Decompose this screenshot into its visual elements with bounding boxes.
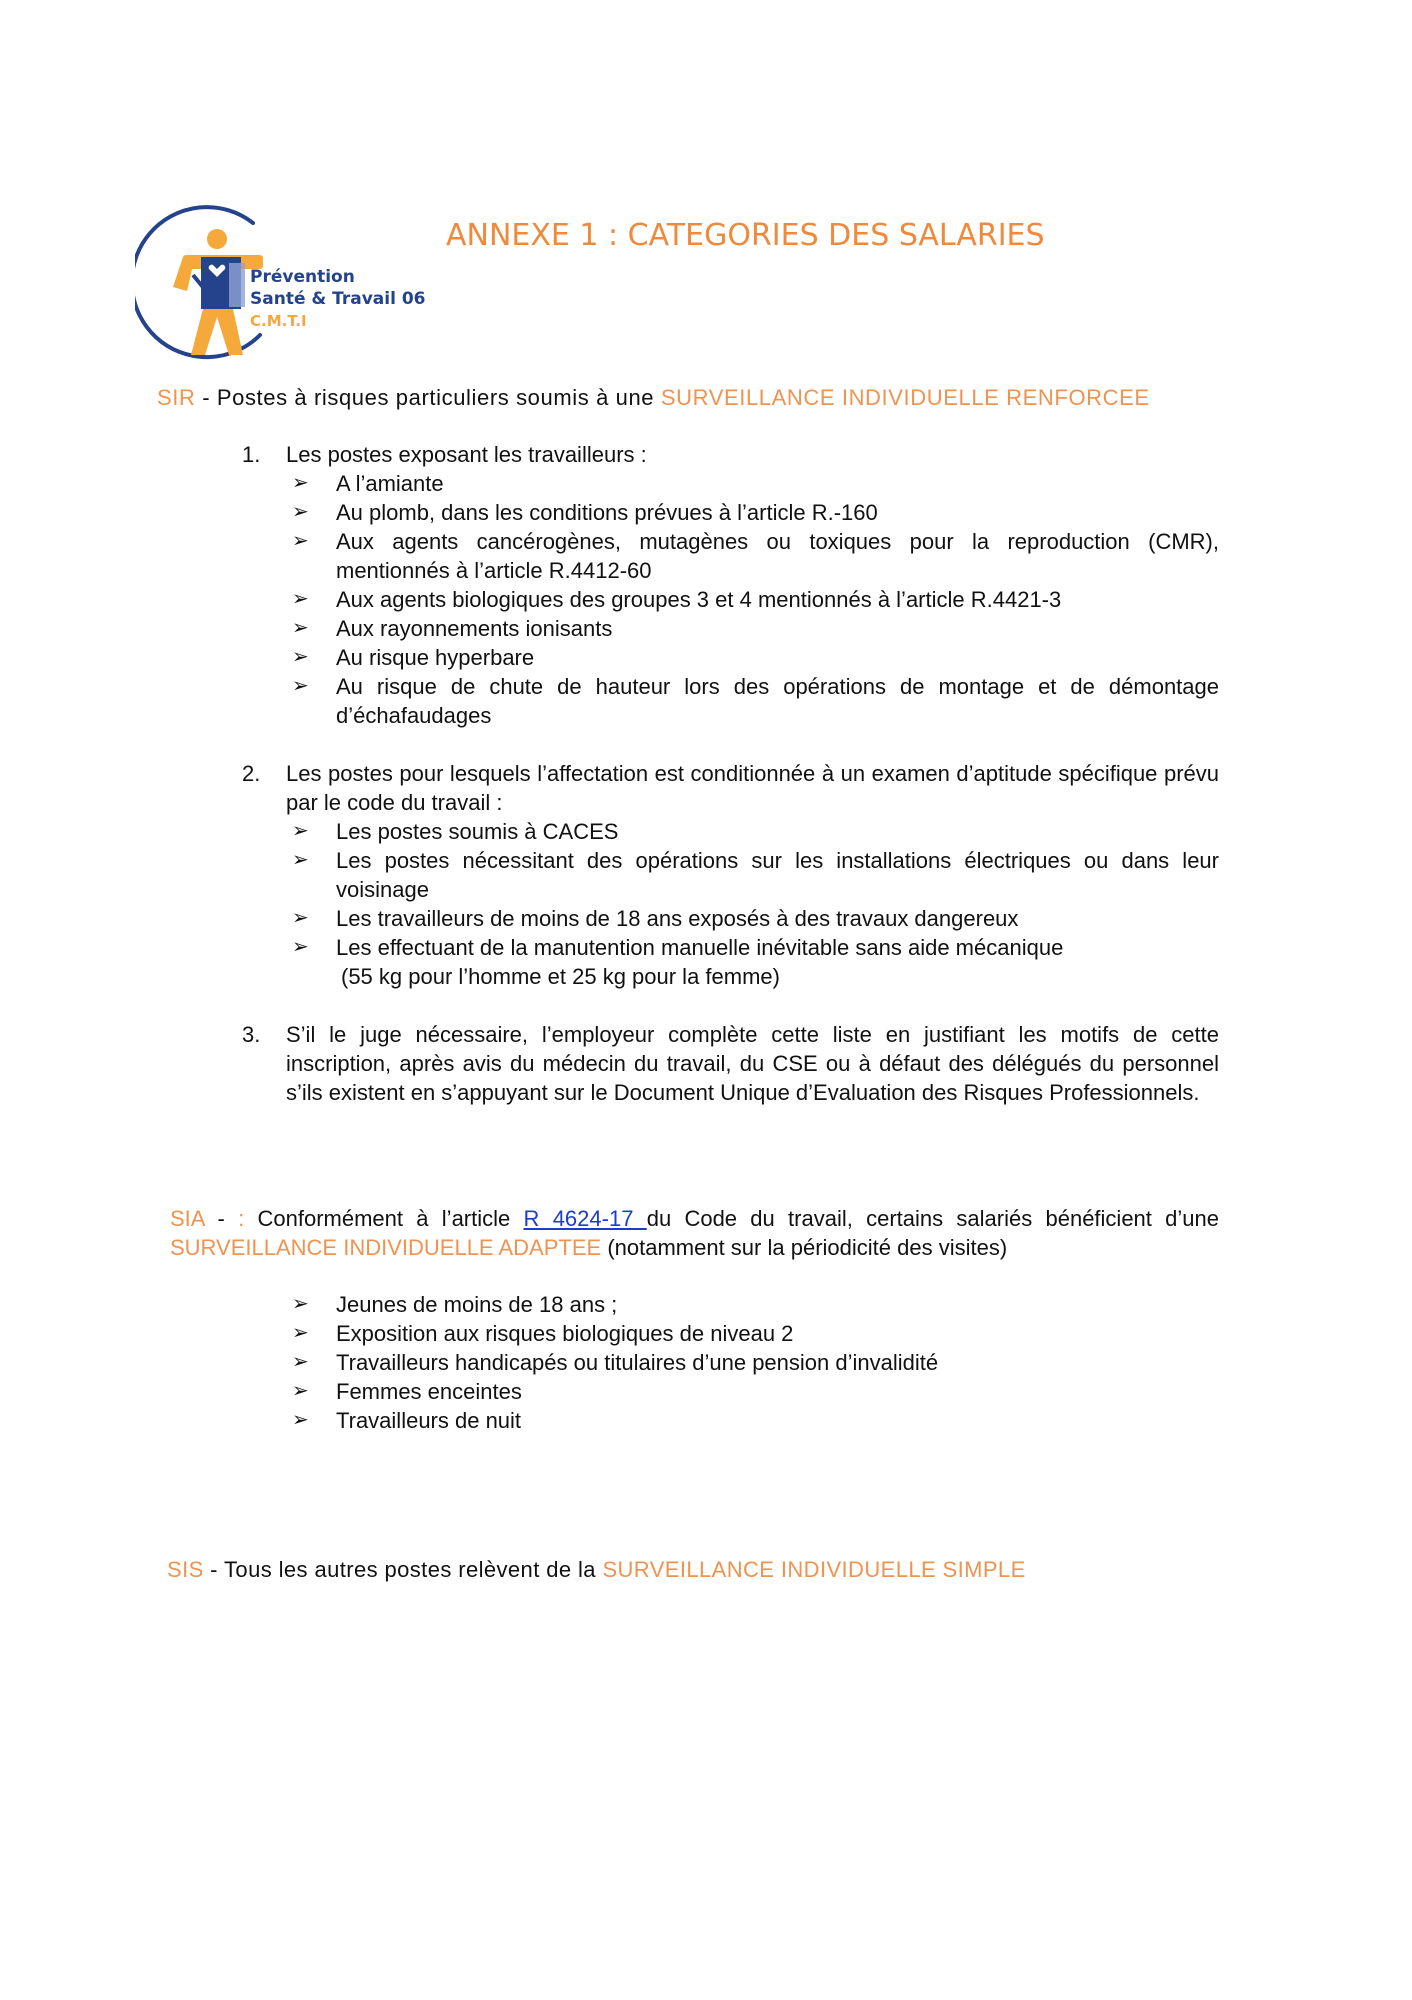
list-item: ➢ Au plomb, dans les conditions prévues à l’article R.-160: [292, 500, 878, 525]
sir-item-1: [242, 440, 1219, 730]
list-item: ➢ A l’amiante: [292, 471, 444, 496]
arrow-bullet-icon: ➢: [292, 936, 309, 958]
list-item: ➢ Jeunes de moins de 18 ans ;: [292, 1292, 618, 1317]
item-number: 3.: [242, 1022, 261, 1047]
sia-bullet-list: [286, 1290, 1186, 1435]
weight-note: (55 kg pour l’homme et 25 kg pour la femme): [341, 964, 780, 989]
arrow-bullet-icon: ➢: [292, 617, 309, 639]
article-link[interactable]: R 4624-17: [523, 1206, 647, 1231]
sis-code: SIS: [167, 1557, 204, 1582]
sia-code: SIA: [170, 1206, 205, 1231]
item-text: S’il le juge nécessaire, l’employeur complète cette liste en justifiant les motifs de cette inscription, après avis du médecin du travail, du CSE ou à défaut des délégués du personnel s’ils existent en s’appuyant sur le Document Unique d’Evaluation des Risques Professionnels.: [286, 1022, 1219, 1105]
logo-line-2: Santé & Travail 06: [250, 289, 426, 309]
arrow-bullet-icon: ➢: [292, 588, 309, 610]
arrow-bullet-icon: ➢: [292, 530, 309, 552]
item-number: 2.: [242, 761, 261, 786]
list-item: ➢ Exposition aux risques biologiques de niveau 2: [292, 1321, 794, 1346]
list-item: ➢ Les postes nécessitant des opérations sur les installations électriques ou dans leur voisinage: [292, 848, 1219, 902]
arrow-bullet-icon: ➢: [292, 1351, 309, 1373]
list-item: ➢ Les effectuant de la manutention manuelle inévitable sans aide mécanique: [292, 935, 1064, 960]
arrow-bullet-icon: ➢: [292, 907, 309, 929]
arrow-bullet-icon: ➢: [292, 646, 309, 668]
sir-highlight: SURVEILLANCE INDIVIDUELLE RENFORCEE: [660, 385, 1150, 410]
page-title: ANNEXE 1 : CATEGORIES DES SALARIES: [446, 218, 1045, 253]
arrow-bullet-icon: ➢: [292, 472, 309, 494]
sia-highlight: SURVEILLANCE INDIVIDUELLE ADAPTEE: [170, 1235, 602, 1260]
list-item: ➢ Aux agents cancérogènes, mutagènes ou toxiques pour la reproduction (CMR), mentionnés à l’article R.4412-60: [292, 529, 1219, 583]
logo-line-3: C.M.T.I: [250, 312, 307, 330]
list-item: ➢ Femmes enceintes: [292, 1379, 522, 1404]
organization-logo: [135, 205, 426, 365]
sir-item-2: [242, 759, 1219, 991]
list-item: ➢ Aux agents biologiques des groupes 3 et 4 mentionnés à l’article R.4421-3: [292, 587, 1062, 612]
arrow-bullet-icon: ➢: [292, 849, 309, 871]
arrow-bullet-icon: ➢: [292, 820, 309, 842]
list-item: ➢ Les postes soumis à CACES: [292, 819, 619, 844]
list-item: ➢ Au risque de chute de hauteur lors des opérations de montage et de démontage d’échafaudages: [292, 674, 1219, 728]
list-item: ➢ Au risque hyperbare: [292, 645, 535, 670]
arrow-bullet-icon: ➢: [292, 1322, 309, 1344]
item-text: Les postes exposant les travailleurs :: [286, 442, 647, 467]
arrow-bullet-icon: ➢: [292, 1293, 309, 1315]
sir-text: Postes à risques particuliers soumis à une: [216, 385, 661, 410]
arrow-bullet-icon: ➢: [292, 501, 309, 523]
sis-highlight: SURVEILLANCE INDIVIDUELLE SIMPLE: [602, 1557, 1026, 1582]
bullet-list: [286, 817, 1219, 962]
sir-separator: -: [195, 385, 217, 410]
sir-code: SIR: [157, 385, 196, 410]
sis-heading: SIS - Tous les autres postes relèvent de la SURVEILLANCE INDIVIDUELLE SIMPLE: [167, 1557, 1026, 1582]
list-item: ➢ Travailleurs handicapés ou titulaires d’une pension d’invalidité: [292, 1350, 939, 1375]
item-text: Les postes pour lesquels l’affectation est conditionnée à un examen d’aptitude spécifique prévu par le code du travail :: [286, 761, 1219, 815]
arrow-bullet-icon: ➢: [292, 675, 309, 697]
bullet-list: [286, 469, 1219, 730]
list-item: ➢ Aux rayonnements ionisants: [292, 616, 613, 641]
arrow-bullet-icon: ➢: [292, 1380, 309, 1402]
sia-paragraph: SIA - : Conformément à l’article R 4624-17 du Code du travail, certains salariés bénéficient d’une SURVEILLANCE INDIVIDUELLE ADAPTEE (notamment sur la périodicité des visites): [170, 1206, 1219, 1260]
list-item: ➢ Les travailleurs de moins de 18 ans exposés à des travaux dangereux: [292, 906, 1019, 931]
logo-line-1: Prévention: [250, 267, 355, 287]
sir-list: [242, 440, 1219, 1107]
arrow-bullet-icon: ➢: [292, 1409, 309, 1431]
sir-item-3: [242, 1020, 1219, 1107]
item-number: 1.: [242, 442, 261, 467]
list-item: ➢ Travailleurs de nuit: [292, 1408, 522, 1433]
sir-heading: [157, 383, 1150, 412]
